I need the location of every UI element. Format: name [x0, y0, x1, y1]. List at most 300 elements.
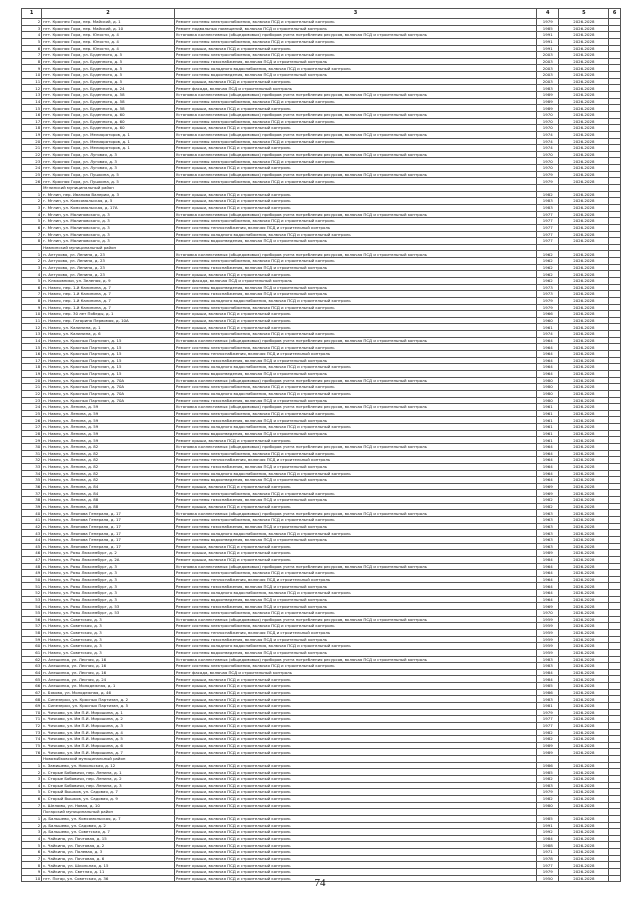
table-cell [22, 756, 42, 763]
table-cell: пгт. Красная Гора, ул. Мелиораторов, д. 1 [42, 131, 175, 138]
table-cell: пгт. Краснея Гора, пер. Майский, д. 1 [42, 19, 175, 26]
table-cell: 68 [22, 696, 42, 703]
table-cell: 34 [22, 470, 42, 477]
table-cell: 18 [22, 364, 42, 371]
table-cell: 2026-2028 [559, 742, 609, 749]
table-cell: 2026-2028 [559, 683, 609, 690]
table-row [22, 424, 621, 431]
table-cell: Ремонт системы электроснабжения, включая ПСД и строительный контроль [174, 118, 536, 125]
table-cell: 52 [22, 590, 42, 597]
table-cell: 2026-2028 [559, 72, 609, 79]
table-cell: п. Навля, ул. Ленина, д. 82 [42, 457, 175, 464]
table-row [22, 211, 621, 218]
table-cell: Ремонт системы теплоснабжения, включая ПСД и строительный контроль [174, 457, 536, 464]
table-cell: 36 [22, 483, 42, 490]
table-cell: Ремонт крыши, включая ПСД и строительный контроль [174, 875, 536, 882]
table-cell [609, 795, 621, 802]
table-cell: 2026-2028 [559, 390, 609, 397]
table-cell: 7 [22, 291, 42, 298]
table-cell: п. Алешинка, ул. Молодежная, д. 1 [42, 683, 175, 690]
table-cell: Погарский муниципальный район [42, 809, 175, 816]
table-cell: Установка коллективных (общедомовых) приборов учета потребления ресурсов, включая ПСД и строительный контроль [174, 32, 536, 39]
table-cell [609, 264, 621, 271]
table-cell [609, 583, 621, 590]
table-row [22, 709, 621, 716]
table-cell [609, 610, 621, 617]
table-cell: 1985 [537, 769, 559, 776]
table-cell: п. Навля, ул. Розы Люксембург, д. 3 [42, 576, 175, 583]
table-cell: 1979 [537, 178, 559, 185]
table-cell: Ремонт крыши, включая ПСД и строительный контроль [174, 271, 536, 278]
table-cell: Ремонт крыши, включая ПСД и строительный контроль [174, 802, 536, 809]
table-cell [609, 377, 621, 384]
table-cell: 1970 [537, 151, 559, 158]
table-cell: Ремонт системы электроснабжения, включая ПСД и строительный контроль [174, 98, 536, 105]
table-cell: 2026-2028 [559, 397, 609, 404]
table-cell [609, 543, 621, 550]
table-cell: 40 [22, 510, 42, 517]
table-row [22, 490, 621, 497]
table-cell: 1977 [537, 862, 559, 869]
table-cell: 3 [22, 204, 42, 211]
table-cell: 1992 [537, 829, 559, 836]
table-cell: 51 [22, 583, 42, 590]
table-cell: п. Клюковники, ул. Зеленая, д. 9 [42, 277, 175, 284]
table-cell: 1963 [537, 530, 559, 537]
table-cell [609, 105, 621, 112]
table-cell: Ремонт системы газоснабжения, включая ПСД и строительный контроль [174, 636, 536, 643]
table-cell [609, 829, 621, 836]
table-cell [609, 284, 621, 291]
table-cell [609, 258, 621, 265]
table-row [22, 238, 621, 245]
table-cell: 2026-2028 [559, 669, 609, 676]
table-cell: 2026-2028 [559, 211, 609, 218]
table-cell: Ремонт крыши, включая ПСД и строительный контроль [174, 782, 536, 789]
table-row [22, 72, 621, 79]
table-cell [609, 696, 621, 703]
table-cell: Ремонт системы электроснабжения, включая ПСД и строительный контроль [174, 52, 536, 59]
document-sheet [21, 8, 621, 882]
table-cell: п. Навля, ул. Красных Партизан, д. 15 [42, 351, 175, 358]
table-row [22, 357, 621, 364]
table-cell: 1970 [537, 165, 559, 172]
table-cell [609, 590, 621, 597]
table-cell: Ремонт системы электроснабжения, включая ПСД и строительный контроль [174, 384, 536, 391]
table-cell: 2026-2028 [559, 722, 609, 729]
table-cell: 1969 [537, 603, 559, 610]
table-cell: п. Навля, ул. Советская, д. 3 [42, 616, 175, 623]
table-cell [609, 556, 621, 563]
table-cell: 2026-2028 [559, 45, 609, 52]
table-cell: 1 [22, 251, 42, 258]
table-cell: 2003 [537, 52, 559, 59]
table-cell [537, 756, 559, 763]
table-cell: 2026-2028 [559, 829, 609, 836]
table-cell: 1964 [537, 463, 559, 470]
table-cell: 6 [22, 224, 42, 231]
table-cell: Ремонт системы электроснабжения, включая ПСД и строительный контроль [174, 344, 536, 351]
table-cell: 1979 [537, 709, 559, 716]
table-cell: Ремонт системы электроснабжения, включая ПСД и строительный контроль [174, 570, 536, 577]
table-cell [609, 789, 621, 796]
table-cell: Ремонт системы газоснабжения, включая ПСД и строительный контроль [174, 603, 536, 610]
table-cell: п. Навля, ул. Красных Партизан, д. 15 [42, 344, 175, 351]
table-cell: 2026-2028 [559, 716, 609, 723]
table-cell: 11 [22, 78, 42, 85]
table-cell [609, 238, 621, 245]
table-cell: с. Чайкино, ул. Школьная, д. 15 [42, 862, 175, 869]
table-cell: Ремонт крыши, включая ПСД и строительный контроль [174, 849, 536, 856]
table-cell: Установка коллективных (общедомовых) приборов учета потребления ресурсов, включая ПСД и строительный контроль [174, 111, 536, 118]
table-cell: 14 [22, 337, 42, 344]
table-cell: 56 [22, 616, 42, 623]
table-cell: пгт. Красная Гора, ул. Буденного, д. 24 [42, 85, 175, 92]
table-cell: 47 [22, 556, 42, 563]
table-cell: 30 [22, 444, 42, 451]
table-cell: 2026-2028 [559, 384, 609, 391]
table-cell: Ремонт крыши, включая ПСД и строительный контроль [174, 676, 536, 683]
table-cell: Ремонт крыши, включая ПСД и строительный контроль [174, 749, 536, 756]
table-cell: 11 [22, 317, 42, 324]
table-cell: 2026-2028 [559, 311, 609, 318]
table-cell: 46 [22, 550, 42, 557]
header-cell: 3 [174, 9, 536, 19]
table-cell: п. Навля, ул. Красных Партизан, д. 15 [42, 370, 175, 377]
table-cell [609, 596, 621, 603]
table-cell: Ремонт крыши, включая ПСД и строительный контроль [174, 822, 536, 829]
table-cell: пгт. Красная Гора, ул. Буденного, д. 5 [42, 72, 175, 79]
table-cell: 2026-2028 [559, 503, 609, 510]
table-row [22, 370, 621, 377]
table-row [22, 776, 621, 783]
table-row [22, 789, 621, 796]
table-cell: 2026-2028 [559, 364, 609, 371]
table-cell: п. Алтухово, ул. Ленина, д. 23 [42, 258, 175, 265]
table-cell: г. Мглин, ул. Малиновского, д. 3 [42, 218, 175, 225]
table-cell: 2026-2028 [559, 769, 609, 776]
table-row [22, 795, 621, 802]
table-cell: п. Навля, ул. Ленина, д. 82 [42, 470, 175, 477]
table-cell: 16 [22, 351, 42, 358]
table-cell: 35 [22, 477, 42, 484]
table-cell [609, 198, 621, 205]
table-cell: 2026-2028 [559, 477, 609, 484]
table-cell: г. Мглин, ул. Комсомольская, д. 17А [42, 204, 175, 211]
table-cell: 10 [22, 311, 42, 318]
table-row [22, 636, 621, 643]
table-cell [537, 185, 559, 192]
table-cell: с. Чайкино, ул. Светлая, д. 11 [42, 869, 175, 876]
table-cell: Ремонт крыши, включая ПСД и строительный контроль [174, 769, 536, 776]
table-cell [22, 809, 42, 816]
table-cell: Ремонт системы электроснабжения, включая ПСД и строительный контроль [174, 450, 536, 457]
table-cell [22, 244, 42, 251]
table-row [22, 417, 621, 424]
table-cell [609, 58, 621, 65]
table-cell: 25 [22, 171, 42, 178]
table-cell: 19 [22, 131, 42, 138]
table-cell: Установка коллективных (общедомовых) приборов учета потребления ресурсов, включая ПСД и строительный контроль [174, 211, 536, 218]
table-cell: Ремонт крыши, включая ПСД и строительный контроль [174, 869, 536, 876]
table-cell: п. Навля, пер. 1-й Калинина, д. 7 [42, 284, 175, 291]
table-row [22, 251, 621, 258]
table-row [22, 517, 621, 524]
table-cell: с. Чайкино, ул. Почтовая, д. 15 [42, 835, 175, 842]
table-cell [609, 762, 621, 769]
table-cell: 1982 [537, 736, 559, 743]
table-cell: 2026-2028 [559, 111, 609, 118]
table-cell: п. Навля, ул. Советская, д. 3 [42, 643, 175, 650]
table-cell: п. Навля, пер. 1-й Калинина, д. 7 [42, 291, 175, 298]
table-cell: п. Алешинка, ул. Лесная, д. 16 [42, 669, 175, 676]
table-cell [609, 477, 621, 484]
table-cell: 53 [22, 596, 42, 603]
table-cell [609, 722, 621, 729]
table-cell: 66 [22, 683, 42, 690]
table-header-row [22, 9, 621, 19]
table-cell: п. Навля, ул. Розы Люксембург, д. 3 [42, 583, 175, 590]
table-cell: 2 [22, 19, 42, 26]
table-cell [609, 224, 621, 231]
table-cell: п. Навля, ул. Ленина, д. 88 [42, 497, 175, 504]
header-cell: 4 [537, 9, 559, 19]
table-cell: Ремонт системы холодного водоснабжения, включая ПСД и строительный контроль [174, 231, 536, 238]
table-cell: 18 [22, 125, 42, 132]
table-cell [609, 125, 621, 132]
table-cell [609, 702, 621, 709]
table-row [22, 722, 621, 729]
table-cell: 1983 [537, 696, 559, 703]
table-cell: г. Мглин, ул. Комсомольская, д. 5 [42, 198, 175, 205]
table-cell: 1986 [537, 689, 559, 696]
table-cell: 9 [22, 65, 42, 72]
table-cell: Ремонт крыши, включая ПСД и строительный контроль [174, 696, 536, 703]
table-cell: 1964 [537, 470, 559, 477]
table-cell [609, 231, 621, 238]
table-cell: 3 [22, 776, 42, 783]
table-row [22, 198, 621, 205]
table-cell [609, 78, 621, 85]
table-row [22, 769, 621, 776]
section-row [22, 244, 621, 251]
table-cell: 10 [22, 72, 42, 79]
table-row [22, 85, 621, 92]
table-cell: 4 [22, 835, 42, 842]
table-cell: 1959 [537, 623, 559, 630]
table-cell: 1970 [537, 111, 559, 118]
table-cell: 1959 [537, 649, 559, 656]
table-cell: п. Навля, ул. Леонова Генерала, д. 17 [42, 536, 175, 543]
table-row [22, 663, 621, 670]
table-cell: 2026-2028 [559, 576, 609, 583]
table-row [22, 849, 621, 856]
table-cell: 1989 [537, 550, 559, 557]
table-cell [609, 72, 621, 79]
table-cell: с. Синезерки, ул. Красных Партизан, д. 2 [42, 696, 175, 703]
table-cell: Установка коллективных (общедомовых) приборов учета потребления ресурсов, включая ПСД и строительный контроль [174, 563, 536, 570]
table-cell: 2026-2028 [559, 563, 609, 570]
table-row [22, 829, 621, 836]
table-cell [609, 191, 621, 198]
table-cell: 27 [22, 424, 42, 431]
table-cell: с. Старые Бобовичи, пер. Ленина, д. 3 [42, 782, 175, 789]
table-cell: 1966 [537, 311, 559, 318]
table-cell: 2026-2028 [559, 583, 609, 590]
table-cell: п. Алтухово, ул. Ленина, д. 23 [42, 264, 175, 271]
table-cell [609, 211, 621, 218]
table-cell: пгт. Красная Гора, ул. Буденного, д. 60 [42, 111, 175, 118]
table-cell [609, 444, 621, 451]
table-cell: 61 [22, 649, 42, 656]
table-cell: 1991 [537, 38, 559, 45]
table-cell: Ремонт крыши, включая ПСД и строительный контроль [174, 437, 536, 444]
table-cell: Ремонт крыши, включая ПСД и строительный контроль [174, 191, 536, 198]
table-row [22, 842, 621, 849]
table-cell: 2026-2028 [559, 370, 609, 377]
table-cell: с. Чайкино, ул. Полевая, д. 3 [42, 849, 175, 856]
table-cell: 1964 [537, 370, 559, 377]
table-cell: 14 [22, 98, 42, 105]
table-cell: 1979 [537, 789, 559, 796]
table-cell [609, 776, 621, 783]
table-row [22, 138, 621, 145]
table-cell: Ремонт системы электроснабжения, включая ПСД и строительный контроль [174, 304, 536, 311]
header-cell: 2 [42, 9, 175, 19]
table-cell: 17 [22, 118, 42, 125]
table-cell: 1989 [537, 92, 559, 99]
table-cell: 2026-2028 [559, 145, 609, 152]
table-cell: 17 [22, 357, 42, 364]
table-cell [609, 38, 621, 45]
table-cell: Ремонт системы газоснабжения, включая ПСД и строительный контроль [174, 583, 536, 590]
table-cell [609, 158, 621, 165]
table-cell: 23 [22, 158, 42, 165]
table-cell: 2026-2028 [559, 52, 609, 59]
table-cell [609, 178, 621, 185]
table-cell: 1959 [537, 629, 559, 636]
table-cell: п. Навля, пер. 1-й Калинина, д. 7 [42, 297, 175, 304]
table-cell: 2026-2028 [559, 789, 609, 796]
table-cell: Ремонт крыши, включая ПСД и строительный контроль [174, 716, 536, 723]
table-row [22, 510, 621, 517]
table-cell [609, 364, 621, 371]
section-row [22, 185, 621, 192]
table-cell: п. Навля, ул. Розы Люксембург, д. 3 [42, 590, 175, 597]
table-cell [609, 676, 621, 683]
table-row [22, 477, 621, 484]
table-cell: 1962 [537, 251, 559, 258]
table-cell: 2026-2028 [559, 862, 609, 869]
table-cell: 2026-2028 [559, 165, 609, 172]
table-cell: 1959 [537, 643, 559, 650]
table-cell: 1977 [537, 231, 559, 238]
table-row [22, 736, 621, 743]
table-cell: 28 [22, 430, 42, 437]
table-cell: Ремонт крыши, включая ПСД и строительный контроль [174, 105, 536, 112]
table-cell: пгт. Красная Гора, ул. Буденного, д. 58 [42, 105, 175, 112]
table-cell: 1980 [537, 390, 559, 397]
table-cell: с. Чичково, ул. Им П.И. Мирошина, д. 6 [42, 742, 175, 749]
table-row [22, 25, 621, 32]
table-cell [609, 756, 621, 763]
table-row [22, 125, 621, 132]
table-row [22, 364, 621, 371]
table-cell: 1980 [537, 377, 559, 384]
table-cell: 1964 [537, 344, 559, 351]
table-row [22, 689, 621, 696]
table-row [22, 742, 621, 749]
table-cell [609, 291, 621, 298]
table-cell: Ремонт крыши, включая ПСД и строительный контроль [174, 855, 536, 862]
table-cell: 2026-2028 [559, 696, 609, 703]
table-row [22, 145, 621, 152]
table-cell: 6 [22, 45, 42, 52]
table-cell: с. Старые Бобовичи, пер. Ленина, д. 1 [42, 769, 175, 776]
table-cell: Ремонт крыши, включая ПСД и строительный контроль [174, 742, 536, 749]
table-cell [609, 92, 621, 99]
table-cell: 4 [22, 271, 42, 278]
table-cell: 38 [22, 497, 42, 504]
table-row [22, 530, 621, 537]
table-cell: с. Чичково, ул. Им П.И. Мирошина, д. 2 [42, 716, 175, 723]
table-cell: 1969 [537, 483, 559, 490]
table-cell: 7 [22, 231, 42, 238]
table-cell: 2026-2028 [559, 404, 609, 411]
table-row [22, 171, 621, 178]
table-cell: Ремонт системы водоотведения, включая ПСД и строительный контроль [174, 649, 536, 656]
table-cell: 1963 [537, 543, 559, 550]
table-cell: Ремонт крыши, включая ПСД и строительный контроль [174, 503, 536, 510]
table-cell: пгт. Красная Гора, ул. Пушкина, д. 5 [42, 171, 175, 178]
table-row [22, 78, 621, 85]
table-cell: с. Чичково, ул. Им П.И. Мирошина, д. 3 [42, 722, 175, 729]
table-cell: 2026-2028 [559, 437, 609, 444]
table-cell: п. Навля, ул. Красных Партизан, д. 15 [42, 357, 175, 364]
table-cell: Установка коллективных (общедомовых) приборов учета потребления ресурсов, включая ПСД и строительный контроль [174, 251, 536, 258]
table-cell: 44 [22, 536, 42, 543]
table-row [22, 643, 621, 650]
table-cell: Ремонт системы электроснабжения, включая ПСД и строительный контроль [174, 258, 536, 265]
table-cell: 1963 [537, 536, 559, 543]
table-cell: 43 [22, 530, 42, 537]
table-cell: 1 [22, 815, 42, 822]
table-cell: Ремонт системы газоснабжения, включая ПСД и строительный контроль [174, 463, 536, 470]
table-cell: п. Навля, пер. 30 лет Победы, д. 1 [42, 311, 175, 318]
table-cell [609, 138, 621, 145]
table-cell [609, 517, 621, 524]
table-cell: д. Бальшево, ул. Комсомольская, д. 7 [42, 815, 175, 822]
table-cell: 2026-2028 [559, 351, 609, 358]
table-cell: 32 [22, 457, 42, 464]
table-cell: п. Навля, ул. Розы Люксембург, д. 53 [42, 610, 175, 617]
table-cell: Ремонт крыши, включая ПСД и строительный контроль [174, 776, 536, 783]
table-cell: 2026-2028 [559, 517, 609, 524]
table-cell: 2 [22, 198, 42, 205]
table-cell: 1964 [537, 357, 559, 364]
table-cell: 2026-2028 [559, 324, 609, 331]
table-cell: Ремонт системы газоснабжения, включая ПСД и строительный контроль [174, 497, 536, 504]
table-cell: п. Навля, ул. Розы Люксембург, д. 2 [42, 550, 175, 557]
table-cell: 2026-2028 [559, 218, 609, 225]
table-cell: 2026-2028 [559, 649, 609, 656]
table-cell [609, 616, 621, 623]
table-cell [609, 32, 621, 39]
table-cell: Ремонт системы электроснабжения, включая ПСД и строительный контроль [174, 663, 536, 670]
table-row [22, 550, 621, 557]
header-cell: 1 [22, 9, 42, 19]
table-cell: д. Бальшево, ул. Садовая, д. 2 [42, 822, 175, 829]
